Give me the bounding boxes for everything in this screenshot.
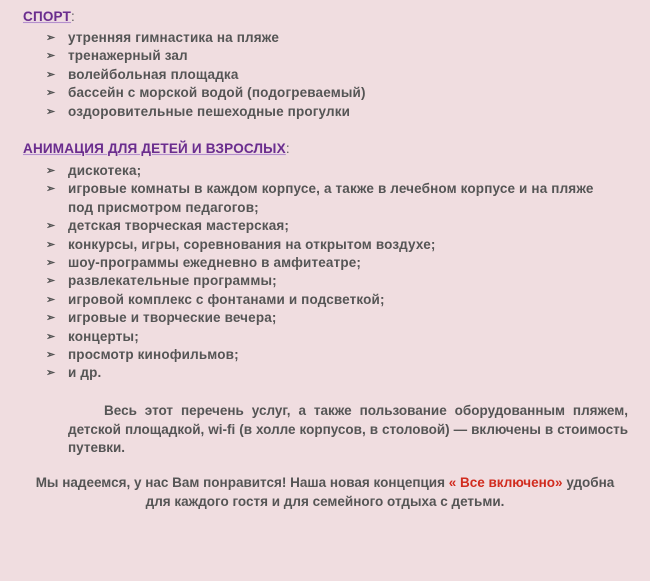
list-item-text: игровые комнаты в каждом корпусе, а также в лечебном корпусе и на пляже под присмотром педагогов; <box>68 181 594 215</box>
list-item <box>0 84 613 102</box>
arrowhead-bullet-icon: ➢ <box>46 330 56 343</box>
arrowhead-bullet-icon: ➢ <box>46 275 56 288</box>
list-item <box>0 29 613 47</box>
arrowhead-bullet-icon: ➢ <box>46 165 56 177</box>
arrowhead-bullet-icon: ➢ <box>46 312 56 325</box>
list-item-text: конкурсы, игры, соревнования на открытом воздухе; <box>68 236 436 252</box>
list-item-text: детская творческая мастерская; <box>68 218 290 234</box>
list-item <box>0 364 613 382</box>
list-item-text: волейбольная площадка <box>68 66 239 82</box>
sport-heading-text: СПОРТ <box>23 9 72 24</box>
closing-text-after: удобна для каждого гостя и для семейного отдыха с детьми. <box>145 475 615 509</box>
list-item <box>0 309 613 327</box>
list-item-text: просмотр кинофильмов; <box>68 347 239 363</box>
arrowhead-bullet-icon: ➢ <box>46 349 56 362</box>
sport-heading <box>23 9 75 25</box>
list-item-text: тренажерный зал <box>68 48 188 64</box>
list-item <box>0 272 613 290</box>
all-inclusive-highlight: « Все включено» <box>448 475 563 490</box>
list-item-text: оздоровительные пешеходные прогулки <box>68 103 351 119</box>
arrowhead-bullet-icon: ➢ <box>46 68 56 81</box>
list-item <box>0 47 613 65</box>
list-item <box>0 66 613 84</box>
closing-paragraph <box>22 474 628 511</box>
sport-list <box>0 29 613 121</box>
list-item-text: и др. <box>68 365 102 381</box>
sport-heading-colon: : <box>71 9 75 24</box>
list-item <box>0 328 613 346</box>
list-item-text: бассейн с морской водой (подогреваемый) <box>68 85 366 101</box>
arrowhead-bullet-icon: ➢ <box>46 293 56 306</box>
arrowhead-bullet-icon: ➢ <box>46 367 56 380</box>
list-item <box>0 254 613 272</box>
list-item-text: утренняя гимнастика на пляже <box>68 30 279 45</box>
animation-heading-colon: : <box>285 141 290 156</box>
animation-heading <box>23 141 290 157</box>
list-item-text: концерты; <box>68 328 139 344</box>
animation-heading-text: АНИМАЦИЯ ДЛЯ ДЕТЕЙ И ВЗРОСЛЫХ <box>23 141 286 156</box>
list-item <box>0 103 613 121</box>
services-included-paragraph: Весь этот перечень услуг, а также пользование оборудованным пляжем, детской площадкой, wi-fi (в холле корпусов, в столовой) — включены в стоимость путевки. <box>68 403 628 456</box>
arrowhead-bullet-icon: ➢ <box>46 105 56 118</box>
list-item-text: дискотека; <box>68 163 142 178</box>
animation-list <box>0 162 613 383</box>
list-item-text: игровые и творческие вечера; <box>68 310 277 326</box>
list-item <box>0 346 613 364</box>
arrowhead-bullet-icon: ➢ <box>46 87 56 100</box>
list-item-text: развлекательные программы; <box>68 273 277 289</box>
arrowhead-bullet-icon: ➢ <box>46 257 56 270</box>
arrowhead-bullet-icon: ➢ <box>46 32 56 44</box>
list-item <box>0 162 613 180</box>
list-item <box>0 291 613 309</box>
list-item-text: шоу-программы ежедневно в амфитеатре; <box>68 255 362 271</box>
list-item-text: игровой комплекс с фонтанами и подсветкой; <box>68 291 385 307</box>
arrowhead-bullet-icon: ➢ <box>46 50 56 63</box>
list-item <box>0 180 613 217</box>
list-item <box>0 217 613 235</box>
closing-text-before: Мы надеемся, у нас Вам понравится! Наша новая концепция <box>35 475 449 490</box>
arrowhead-bullet-icon: ➢ <box>46 220 56 233</box>
arrowhead-bullet-icon: ➢ <box>46 183 56 196</box>
arrowhead-bullet-icon: ➢ <box>46 238 56 251</box>
list-item <box>0 236 613 254</box>
